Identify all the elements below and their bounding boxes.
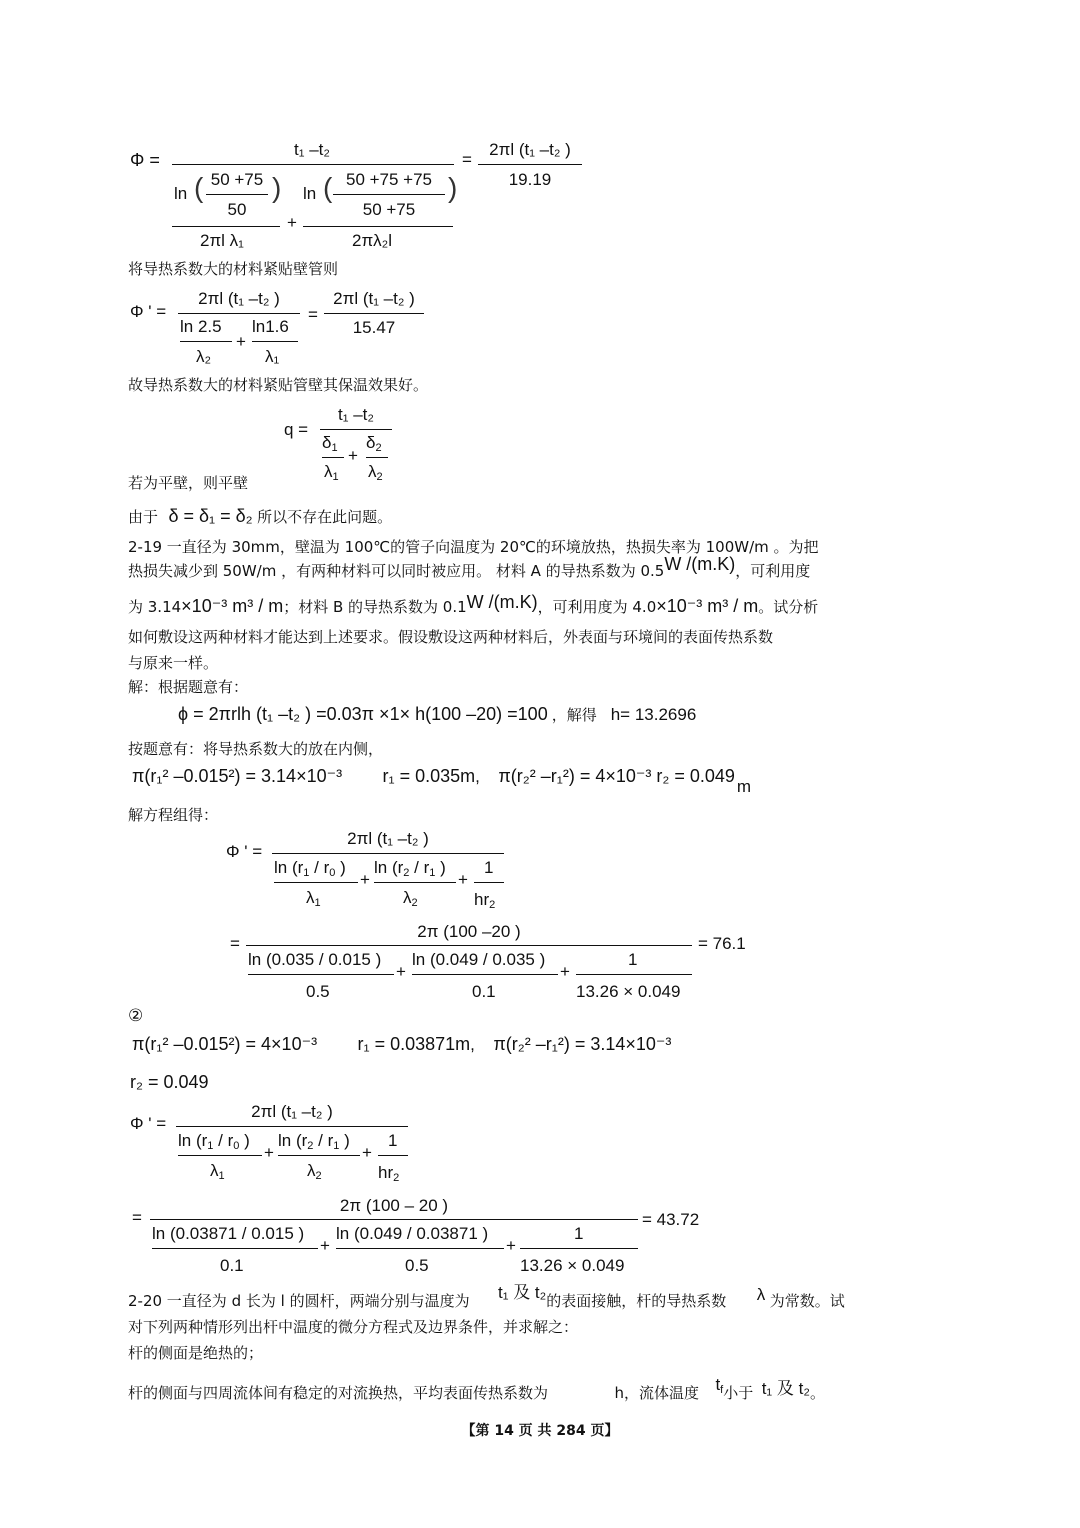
text-line-3: 若为平壁，则平壁 — [128, 474, 249, 492]
q-numerator: t₁ –t₂ — [338, 405, 374, 424]
problem-2-19-line-2: 热损失减少到 50W/m ，有两种材料可以同时被应用。 材料 A 的导热系数为 0.5W /(m.K)，可利用度 — [128, 554, 811, 580]
phi2-term-2: ln1.6 — [252, 317, 289, 336]
r2-value: r₂ = 0.049 — [130, 1072, 209, 1092]
text-line-2: 故导热系数大的材料紧贴管壁其保温效果好。 — [128, 376, 429, 394]
phi1-fraction-bar — [172, 164, 454, 165]
case2-result: = 43.72 — [642, 1210, 700, 1229]
phi1-den-2: 2πλ₂l — [352, 231, 393, 250]
case1-result: = 76.1 — [698, 934, 746, 953]
phi2-term-1: ln 2.5 — [180, 317, 222, 336]
phi1-numerator: t₁ –t₂ — [294, 140, 330, 159]
phi-symbol: Φ = — [130, 150, 160, 170]
problem-2-20-line-3: 杆的侧面是绝热的； — [128, 1344, 264, 1362]
problem-2-19-line-5: 与原来一样。 — [128, 654, 219, 672]
phi2-numerator: 2πl (t₁ –t₂ ) — [198, 289, 280, 308]
solution-heading: 解：根据题意有： — [128, 678, 249, 696]
problem-2-20-line-1: 2-20 一直径为 d 长为 l 的圆杆，两端分别与温度为 t₁ 及 t₂的表面接触，杆的导热系数 λ 为常数。试 — [128, 1283, 845, 1310]
problem-2-20-line-4: 杆的侧面与四周流体间有稳定的对流换热，平均表面传热系数为 h，流体温度 $t_f$小于 t₁ 及 t₂。 — [128, 1375, 825, 1402]
problem-2-19-line-4: 如何敷设这两种材料才能达到上述要求。假设敷设这两种材料后，外表面与环境间的表面传热系数 — [128, 628, 774, 646]
phi1-den-1: 2πl λ₁ — [200, 231, 244, 250]
phi2-rhs-den: 15.47 — [352, 318, 396, 337]
text-line-1: 将导热系数大的材料紧贴壁管则 — [128, 260, 339, 278]
problem-2-19-line-1: 2-19 一直径为 30mm，壁温为 100℃的管子向温度为 20℃的环境放热，热损失率为 100W/m 。为把 — [128, 538, 819, 556]
phi1-rhs-den: 19.19 — [508, 170, 552, 189]
heat-loss-equation: ϕ = 2πrlh (t₁ –t₂ ) =0.03π ×1× h(100 –20) =100 ，解得 h= 13.2696 — [178, 704, 697, 724]
text-line-5: 按题意有：将导热系数大的放在内侧， — [128, 740, 384, 758]
text-line-4: 由于 δ = δ₁ = δ₂ 所以不存在此问题。 — [128, 506, 393, 526]
page-footer: 【第 14 页 共 284 页】 — [461, 1423, 619, 1439]
radius-equations-1: π(r₁² –0.015²) = 3.14×10⁻³ r₁ = 0.035m, π(r₂² –r₁²) = 4×10⁻³ r₂ = 0.049m — [132, 766, 752, 796]
problem-2-20-line-2: 对下列两种情形列出杆中温度的微分方程式及边界条件，并求解之： — [128, 1318, 579, 1336]
phi2-rhs-num: 2πl (t₁ –t₂ ) — [333, 289, 415, 308]
problem-2-19-line-3: 为 3.14×10⁻³ m³ / m；材料 B 的导热系数为 0.1W /(m.K)，可利用度为 4.0×10⁻³ m³ / m。试分析 — [128, 592, 819, 616]
phi1-rhs-num: 2πl (t₁ –t₂ ) — [489, 140, 571, 159]
phi-equation-1 — [130, 150, 160, 171]
case-2-marker: ② — [128, 1006, 144, 1025]
radius-equations-2: π(r₁² –0.015²) = 4×10⁻³ r₁ = 0.03871m, π(r₂² –r₁²) = 3.14×10⁻³ — [132, 1034, 672, 1054]
text-line-6: 解方程组得： — [128, 806, 219, 824]
